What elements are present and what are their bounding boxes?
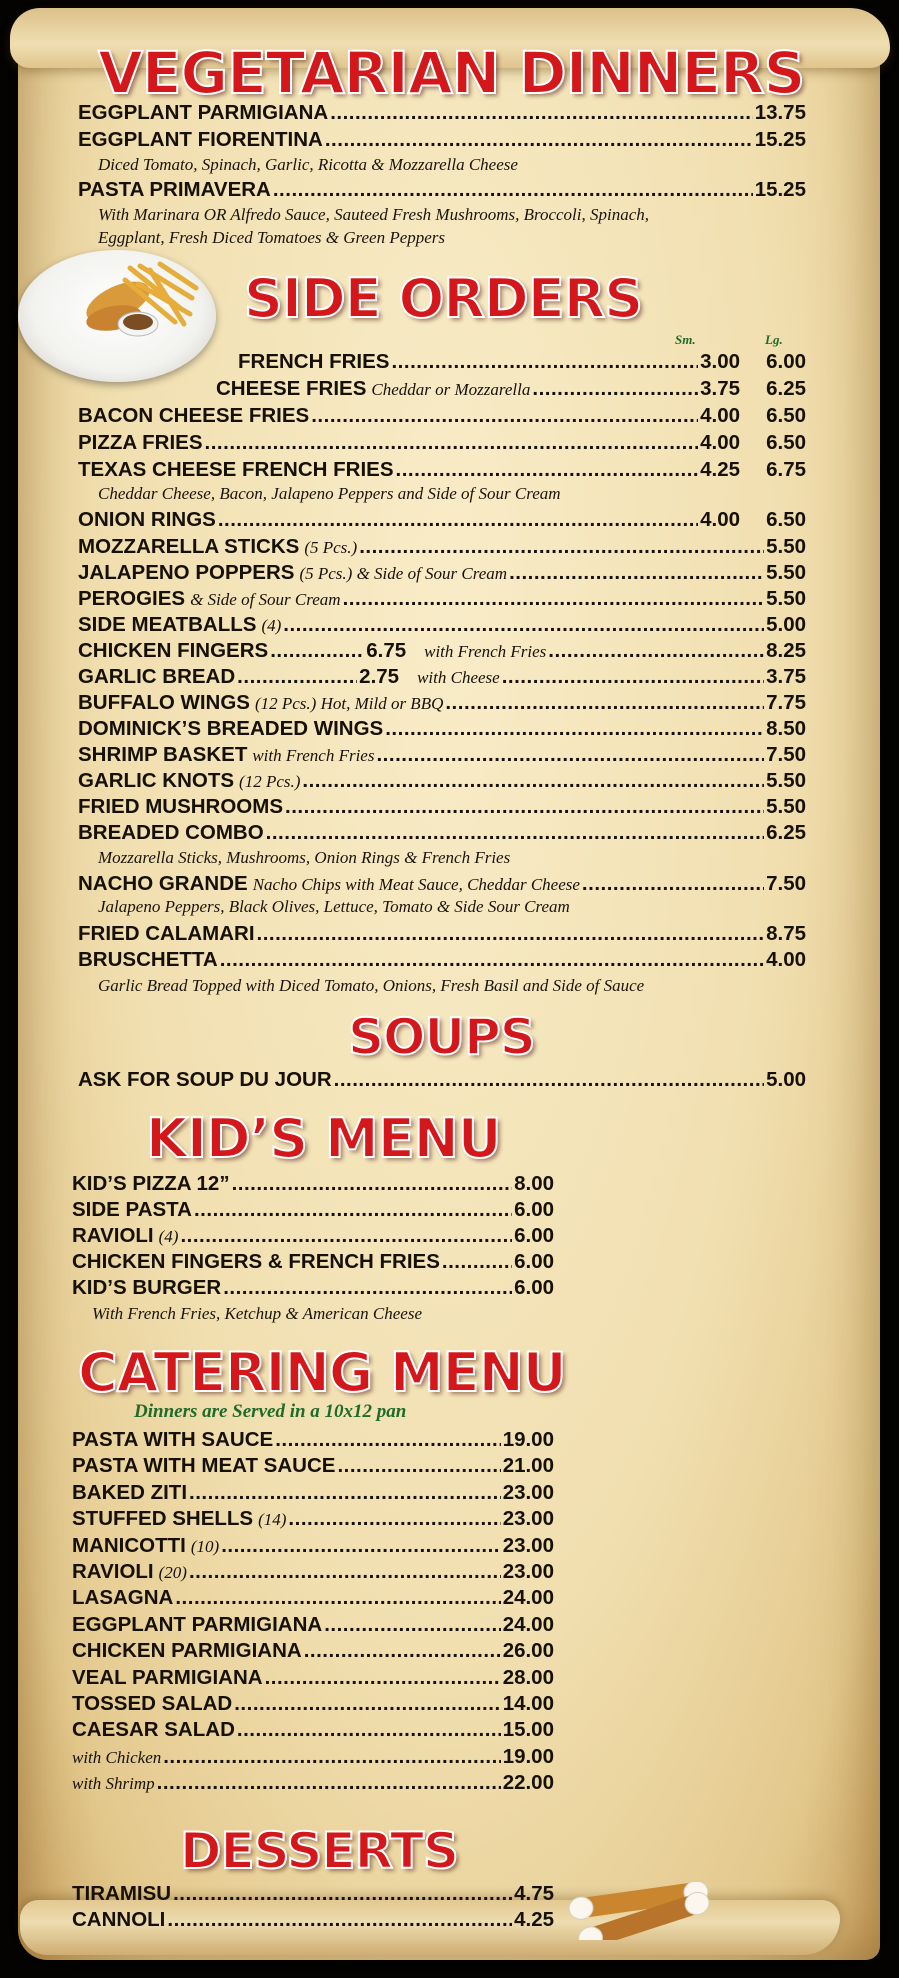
item-price: 5.50 [766, 561, 806, 584]
item-price: 26.00 [502, 1639, 554, 1663]
item-note: Nacho Chips with Meat Sauce, Cheddar Cheese [252, 875, 580, 894]
item-description: Diced Tomato, Spinach, Garlic, Ricotta & Mozzarella Cheese [98, 155, 518, 174]
item-price: 7.75 [766, 691, 806, 714]
item-price: 7.50 [766, 872, 806, 895]
leader-dots [205, 431, 699, 455]
item-price: 15.25 [754, 178, 806, 201]
menu-item [72, 1666, 554, 1690]
item-name: TOSSED SALAD [72, 1692, 233, 1715]
item-price-small: 4.00 [700, 404, 740, 427]
item-name: FRIED CALAMARI [78, 922, 255, 945]
item-name: RAVIOLI [72, 1560, 154, 1583]
item-price-large: 6.50 [766, 404, 806, 427]
item-note: with Cheese [417, 668, 500, 687]
item-price: 5.00 [766, 613, 806, 636]
menu-item [72, 1745, 554, 1769]
item-name: GARLIC BREAD [78, 665, 236, 688]
leader-dots [232, 1172, 513, 1196]
leader-dots [376, 743, 764, 767]
item-name: MOZZARELLA STICKS [78, 535, 300, 558]
heading-kids-menu: KID’S MENU [146, 1107, 501, 1170]
leader-dots [391, 350, 698, 374]
item-name: MANICOTTI [72, 1533, 186, 1557]
item-price: 5.50 [766, 535, 806, 558]
item-description: Eggplant, Fresh Diced Tomatoes & Green Peppers [98, 228, 446, 247]
heading-catering-menu: CATERING MENU [78, 1341, 566, 1404]
menu-item [72, 1882, 554, 1906]
item-price: 5.50 [766, 769, 806, 792]
menu-item [72, 1718, 554, 1742]
item-name: FRENCH FRIES [238, 350, 390, 373]
leader-dots [257, 922, 765, 946]
leader-dots [218, 508, 698, 532]
item-name: VEAL PARMIGIANA [72, 1665, 263, 1689]
item-price: 6.00 [514, 1276, 554, 1299]
item-name: PEROGIES [78, 587, 186, 610]
menu-item [78, 561, 806, 585]
item-name: TIRAMISU [72, 1882, 172, 1905]
item-name: SIDE MEATBALLS [78, 613, 257, 636]
leader-dots [334, 1068, 764, 1092]
item-name: SHRIMP BASKET [78, 743, 248, 766]
leader-dots [385, 717, 764, 741]
item-note: (14) [258, 1510, 287, 1530]
leader-dots [237, 665, 357, 689]
item-price: 23.00 [502, 1533, 554, 1557]
leader-dots [311, 404, 698, 428]
leader-dots [285, 795, 764, 819]
item-name: BRUSCHETTA [78, 948, 218, 971]
item-price: 24.00 [502, 1586, 554, 1610]
item-name: DOMINICK’S BREADED WINGS [78, 717, 384, 740]
item-price-plain: 6.75 [366, 639, 407, 662]
item-price: 15.00 [502, 1718, 554, 1742]
item-name: CHEESE FRIES [216, 377, 367, 400]
item-name: CHICKEN FINGERS [78, 639, 269, 662]
item-price-small: 4.00 [700, 431, 740, 454]
item-price: 6.00 [514, 1250, 554, 1273]
item-price: 8.75 [766, 922, 806, 945]
menu-item [78, 128, 806, 152]
item-price: 21.00 [502, 1454, 554, 1478]
item-price: 5.50 [766, 795, 806, 818]
menu-item [78, 795, 806, 819]
menu-item [78, 587, 806, 611]
catering-subtitle: Dinners are Served in a 10x12 pan [134, 1401, 407, 1422]
leader-dots [167, 1908, 512, 1932]
item-name: EGGPLANT PARMIGIANA [72, 1612, 323, 1636]
leader-dots [173, 1882, 512, 1906]
menu-item [72, 1613, 554, 1637]
item-name: KID’S BURGER [72, 1276, 222, 1299]
item-price-small: 3.00 [700, 350, 740, 373]
leader-dots [266, 821, 764, 845]
item-note: Cheddar or Mozzarella [371, 380, 531, 399]
item-name: FRIED MUSHROOMS [78, 795, 283, 818]
item-price: 4.75 [514, 1882, 554, 1905]
leader-dots [325, 128, 753, 152]
item-name: with Chicken [72, 1747, 162, 1767]
item-price: 6.25 [766, 821, 806, 844]
item-price: 23.00 [502, 1507, 554, 1531]
menu-item [78, 404, 806, 428]
item-name: BACON CHEESE FRIES [78, 404, 310, 427]
leader-dots [157, 1771, 501, 1795]
menu-item [72, 1507, 554, 1531]
cannoli-image [562, 1882, 718, 1940]
item-description: Mozzarella Sticks, Mushrooms, Onion Rings & French Fries [98, 848, 511, 867]
menu-item [72, 1534, 554, 1558]
item-price-large: 6.50 [766, 431, 806, 454]
menu-item [78, 665, 806, 689]
item-name: CHICKEN PARMIGIANA [72, 1639, 302, 1663]
menu-item [78, 101, 806, 125]
leader-dots [359, 535, 764, 559]
item-note: with French Fries [424, 642, 547, 661]
menu-item [72, 1586, 554, 1610]
item-price: 5.00 [766, 1068, 806, 1091]
item-name: PASTA PRIMAVERA [78, 178, 271, 201]
item-name: GARLIC KNOTS [78, 769, 235, 792]
item-price-large: 6.00 [766, 350, 806, 373]
menu-item [78, 743, 806, 767]
item-name: CAESAR SALAD [72, 1718, 235, 1742]
menu-item [72, 1454, 554, 1478]
item-description: Cheddar Cheese, Bacon, Jalapeno Peppers and Side of Sour Cream [98, 484, 561, 503]
item-price: 23.00 [502, 1480, 554, 1504]
leader-dots [194, 1198, 512, 1222]
leader-dots [189, 1481, 501, 1505]
item-name: LASAGNA [72, 1586, 174, 1610]
item-price: 4.00 [766, 948, 806, 971]
item-note: with French Fries [252, 746, 375, 765]
leader-dots [237, 1718, 501, 1742]
item-note: (10) [190, 1536, 220, 1556]
leader-dots [189, 1560, 501, 1584]
item-note: (5 Pcs.) [304, 538, 358, 557]
leader-dots [163, 1745, 500, 1769]
leader-dots [221, 1534, 500, 1558]
menu-item [78, 535, 806, 559]
item-price: 8.00 [514, 1172, 554, 1195]
menu-item [78, 178, 806, 202]
item-price-plain: 2.75 [359, 665, 400, 688]
item-name: TEXAS CHEESE FRENCH FRIES [78, 458, 394, 481]
item-price: 7.50 [766, 743, 806, 766]
menu-item [78, 508, 806, 532]
menu-item [78, 948, 806, 972]
heading-side-orders: SIDE ORDERS [244, 267, 643, 330]
item-name: STUFFED SHELLS [72, 1507, 254, 1531]
leader-dots [283, 613, 764, 637]
leader-dots [330, 101, 753, 125]
item-price: 23.00 [502, 1560, 554, 1583]
item-name: ONION RINGS [78, 508, 216, 531]
item-description: With Marinara OR Alfredo Sauce, Sauteed Fresh Mushrooms, Broccoli, Spinach, [98, 205, 650, 224]
leader-dots [275, 1428, 500, 1452]
menu-item [78, 821, 806, 845]
menu-item [72, 1172, 554, 1196]
item-price-small: 3.75 [700, 377, 740, 400]
leader-dots [509, 561, 764, 585]
item-name: RAVIOLI [72, 1224, 154, 1247]
item-name: SIDE PASTA [72, 1198, 192, 1221]
leader-dots [396, 458, 699, 482]
menu-item [78, 691, 806, 715]
heading-vegetarian-dinners: VEGETARIAN DINNERS [98, 39, 805, 107]
leader-dots [270, 639, 364, 663]
item-price-large: 6.50 [766, 508, 806, 531]
item-note: (20) [158, 1563, 187, 1582]
leader-dots [223, 1276, 512, 1300]
item-price: 6.00 [514, 1198, 554, 1221]
menu-item [78, 431, 806, 455]
item-name: ASK FOR SOUP DU JOUR [78, 1068, 332, 1091]
menu-item [72, 1481, 554, 1505]
leader-dots [548, 639, 764, 663]
item-name: EGGPLANT FIORENTINA [78, 128, 323, 151]
item-price: 24.00 [502, 1612, 554, 1636]
item-price-small: 4.25 [700, 458, 740, 481]
leader-dots [343, 587, 765, 611]
item-name: PIZZA FRIES [78, 431, 203, 454]
item-price: 8.50 [766, 717, 806, 740]
menu-item [78, 458, 806, 482]
leader-dots [445, 691, 764, 715]
menu-item [78, 1068, 806, 1092]
item-description: With French Fries, Ketchup & American Cheese [92, 1304, 423, 1323]
menu-item [72, 1639, 554, 1663]
item-price-large: 6.25 [766, 377, 806, 400]
menu-item [72, 1692, 554, 1716]
item-name: NACHO GRANDE [78, 872, 248, 895]
menu-item [72, 1771, 554, 1795]
item-note: (12 Pcs.) [239, 772, 301, 791]
leader-dots [302, 769, 764, 793]
item-price: 14.00 [502, 1692, 554, 1715]
item-name: BAKED ZITI [72, 1480, 188, 1504]
menu-item [72, 1428, 554, 1452]
item-name: CHICKEN FINGERS & FRENCH FRIES [72, 1250, 440, 1273]
leader-dots [442, 1250, 512, 1274]
item-description: Garlic Bread Topped with Diced Tomato, Onions, Fresh Basil and Side of Sauce [98, 976, 645, 995]
item-price: 19.00 [502, 1428, 554, 1451]
leader-dots [175, 1586, 500, 1610]
menu-item [72, 1908, 554, 1932]
item-price: 15.25 [754, 128, 806, 151]
column-header-small: Sm. [675, 332, 696, 347]
leader-dots [502, 665, 764, 689]
item-note: (5 Pcs.) & Side of Sour Cream [299, 564, 508, 583]
item-price: 19.00 [502, 1744, 554, 1768]
menu-item [78, 613, 806, 637]
menu-item [72, 1276, 554, 1300]
menu-item [78, 639, 806, 663]
item-description: Jalapeno Peppers, Black Olives, Lettuce, Tomato & Side Sour Cream [98, 897, 570, 916]
item-price-large: 6.75 [766, 458, 806, 481]
menu-item [78, 872, 806, 896]
item-name: CANNOLI [72, 1908, 166, 1931]
item-note: (4) [261, 616, 282, 635]
item-name: EGGPLANT PARMIGIANA [78, 101, 329, 124]
menu-item [216, 377, 806, 401]
leader-dots [220, 948, 764, 972]
item-price: 22.00 [502, 1771, 554, 1795]
item-name: with Shrimp [72, 1774, 155, 1794]
item-price: 5.50 [766, 587, 806, 610]
item-name: PASTA WITH MEAT SAUCE [72, 1454, 336, 1478]
leader-dots [337, 1454, 500, 1478]
item-price: 3.75 [766, 665, 806, 688]
menu-item [72, 1560, 554, 1584]
menu-item [78, 717, 806, 741]
item-price: 28.00 [502, 1665, 554, 1689]
menu-item [72, 1224, 554, 1248]
item-name: BREADED COMBO [78, 821, 264, 844]
item-price: 6.00 [514, 1224, 554, 1247]
item-name: KID’S PIZZA 12” [72, 1172, 230, 1195]
item-name: JALAPENO POPPERS [78, 561, 295, 584]
leader-dots [582, 872, 764, 896]
leader-dots [324, 1613, 501, 1637]
heading-desserts: DESSERTS [180, 1822, 458, 1880]
leader-dots [180, 1224, 512, 1248]
menu-item [238, 350, 806, 374]
menu-item [72, 1198, 554, 1222]
leader-dots [288, 1507, 500, 1531]
item-price: 8.25 [766, 639, 806, 662]
item-price-small: 4.00 [700, 508, 740, 531]
leader-dots [273, 178, 753, 202]
item-note: & Side of Sour Cream [190, 590, 341, 609]
item-note: (12 Pcs.) Hot, Mild or BBQ [254, 694, 444, 713]
heading-soups: SOUPS [348, 1008, 535, 1066]
menu-item [72, 1250, 554, 1274]
item-price: 4.25 [514, 1908, 554, 1931]
fries-icon [80, 258, 200, 340]
leader-dots [265, 1666, 501, 1690]
item-note: (4) [158, 1227, 179, 1246]
menu-item [78, 769, 806, 793]
column-header-large: Lg. [765, 332, 783, 347]
leader-dots [234, 1692, 500, 1716]
leader-dots [532, 377, 698, 401]
leader-dots [304, 1639, 501, 1663]
item-price: 13.75 [754, 101, 806, 124]
item-name: PASTA WITH SAUCE [72, 1428, 274, 1451]
item-name: BUFFALO WINGS [78, 691, 250, 714]
menu-item [78, 922, 806, 946]
